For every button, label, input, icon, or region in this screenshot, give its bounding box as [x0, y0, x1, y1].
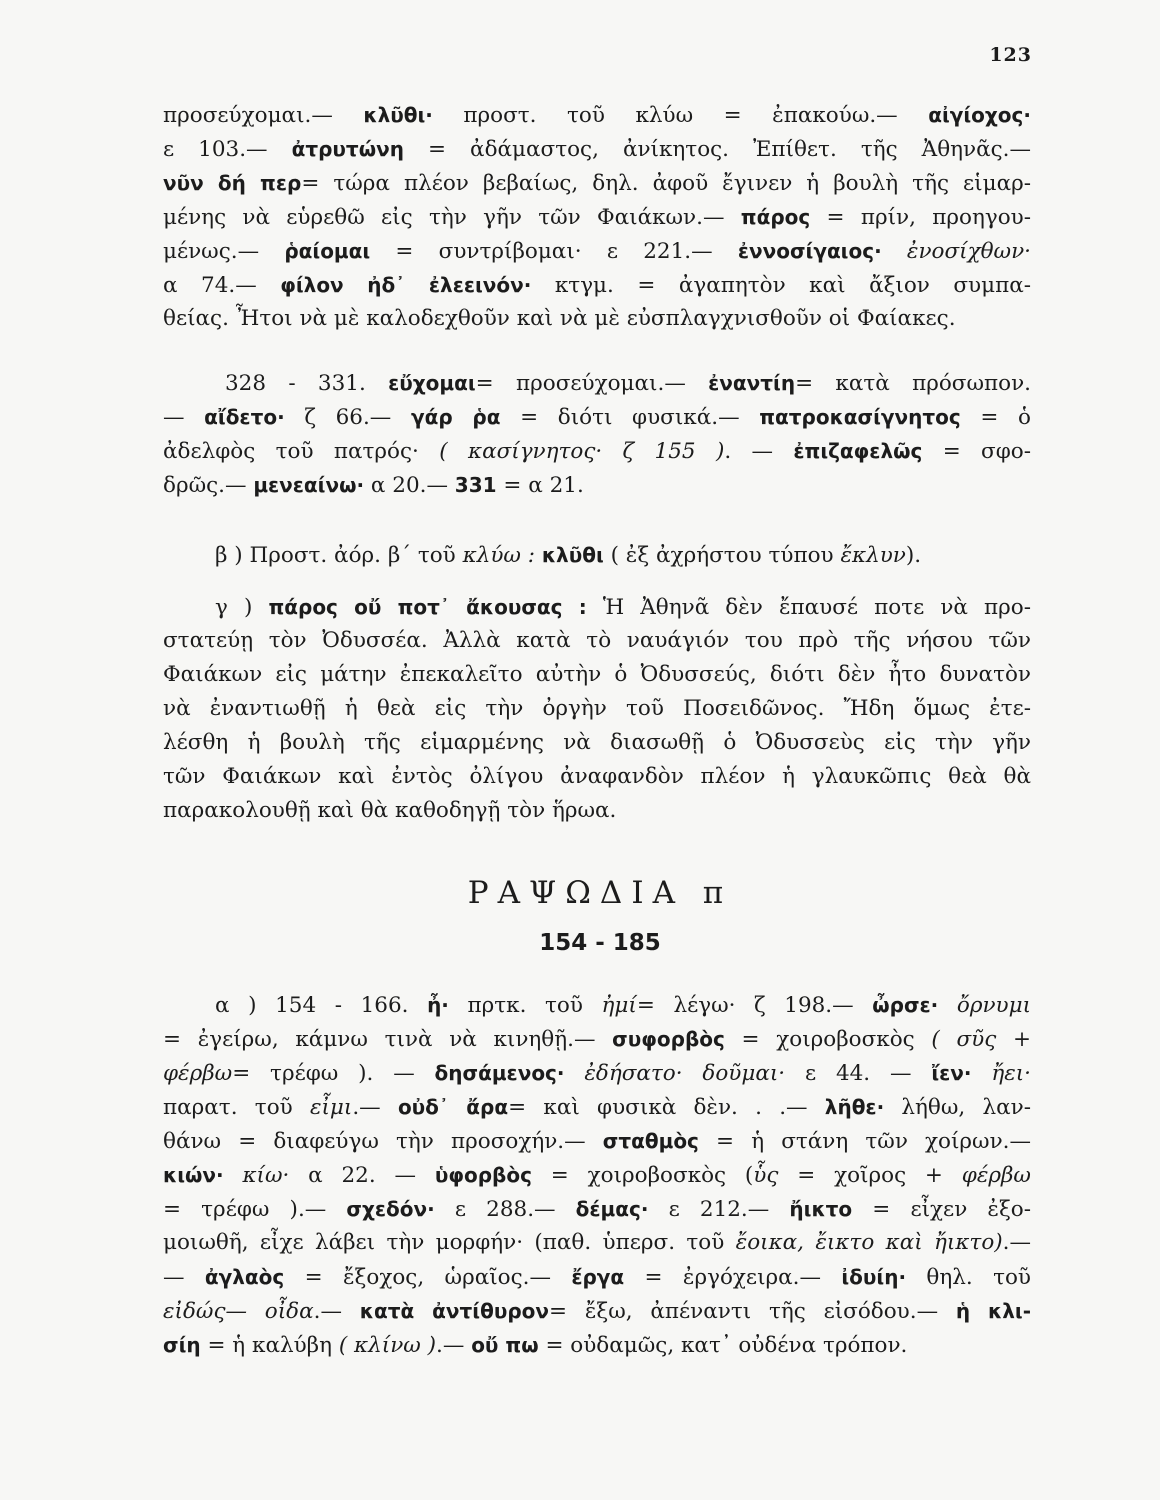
text-line: μένως.— ῥαίομαι = συντρίβομαι· ε 221.— ἐννοσίγαιος· ἐνοσίχθων·: [163, 239, 1031, 264]
text-line: σίη = ἡ καλύβη ( κλίνω ).— οὔ πω = οὐδαμῶς, κατ᾽ οὐδένα τρόπον.: [163, 1333, 908, 1358]
text-line: παρατ. τοῦ εἶμι.— οὐδ᾽ ἄρα= καὶ φυσικὰ δὲν. . .— λῆθε· λήθω, λαν-: [163, 1095, 1031, 1120]
text-line: εἰδώς— οἶδα.— κατὰ ἀντίθυρον= ἔξω, ἀπέναντι τῆς εἰσόδου.— ἡ κλι-: [163, 1299, 1032, 1324]
paragraph-3-line: β ) Προστ. ἀόρ. β΄ τοῦ κλύω : κλῦθι ( ἐξ ἀχρήστου τύπου ἔκλυν).: [215, 543, 922, 568]
text-line: Φαιάκων εἰς μάτην ἐπεκαλεῖτο αὐτὴν ὁ Ὀδυσσεύς, διότι δὲν ἦτο δυνατὸν: [163, 662, 1031, 687]
paragraph-4: [163, 590, 1031, 828]
text-line: = ἐγείρω, κάμνω τινὰ νὰ κινηθῇ.— συφορβὸς = χοιροβοσκὸς ( σῦς +: [163, 1027, 1031, 1052]
paragraph-3: [163, 538, 1031, 572]
text-line: φέρβω= τρέφω ). — δησάμενος· ἐδήσατο· δοῦμαι· ε 44. — ἴεν· ἤει·: [163, 1061, 1031, 1086]
text-line: μοιωθῆ, εἶχε λάβει τὴν μορφήν· (παθ. ὑπερσ. τοῦ ἔοικα, ἔικτο καὶ ἤικτο).—: [163, 1230, 1031, 1255]
text-line: γ ) πάρος οὔ ποτ᾽ ἄκουσας : Ἡ Ἀθηνᾶ δὲν ἔπαυσέ ποτε νὰ προ-: [215, 595, 1031, 620]
text-line: — ἀγλαὸς = ἔξοχος, ὡραῖος.— ἔργα = ἐργόχειρα.— ἰδυίη· θηλ. τοῦ: [163, 1265, 1031, 1290]
text-line: νῦν δή περ= τώρα πλέον βεβαίως, δηλ. ἀφοῦ ἔγινεν ἡ βουλὴ τῆς εἱμαρ-: [163, 171, 1031, 196]
text-line: ε 103.— ἀτρυτώνη = ἀδάμαστος, ἀνίκητος. Ἐπίθετ. τῆς Ἀθηνᾶς.—: [163, 137, 1031, 162]
text-line: ἀδελφὸς τοῦ πατρός· ( κασίγνητος· ζ 155 ). — ἐπιζαφελῶς = σφο-: [163, 439, 1031, 464]
text-line: τῶν Φαιάκων καὶ ἐντὸς ὀλίγου ἀναφανδὸν πλέον ἡ γλαυκῶπις θεὰ θὰ: [163, 764, 1031, 789]
rhapsody-title: ΡΑΨΩΔΙΑ π: [467, 875, 733, 911]
text-line: παρακολουθῇ καὶ θὰ καθοδηγῇ τὸν ἥρωα.: [163, 798, 617, 823]
text-line: νὰ ἐναντιωθῇ ἡ θεὰ εἰς τὴν ὀργὴν τοῦ Ποσειδῶνος. Ἤδη ὅμως ἐτε-: [163, 696, 1031, 721]
text-line: λέσθη ἡ βουλὴ τῆς εἱμαρμένης νὰ διασωθῇ ὁ Ὀδυσσεὺς εἰς τὴν γῆν: [163, 730, 1031, 755]
text-line: δρῶς.— μενεαίνω· α 20.— 331 = α 21.: [163, 473, 584, 498]
text-line: — αἴδετο· ζ 66.— γάρ ῥα = διότι φυσικά.— πατροκασίγνητος = ὁ: [163, 405, 1032, 430]
text-line: μένης νὰ εὑρεθῶ εἰς τὴν γῆν τῶν Φαιάκων.— πάρος = πρίν, προηγου-: [163, 205, 1031, 230]
text-line: στατεύῃ τὸν Ὀδυσσέα. Ἀλλὰ κατὰ τὸ ναυάγιόν του πρὸ τῆς νήσου τῶν: [163, 628, 1031, 653]
text-line: α ) 154 - 166. ἦ· πρτκ. τοῦ ἠμί= λέγω· ζ 198.— ὦρσε· ὄρνυμι: [215, 993, 1032, 1018]
text-line: θείας. Ἦτοι νὰ μὲ καλοδεχθοῦν καὶ νὰ μὲ εὐσπλαγχνισθοῦν οἱ Φαίακες.: [163, 306, 956, 331]
text-line: κιών· κίω· α 22. — ὑφορβὸς = χοιροβοσκὸς (ὗς = χοῖρος + φέρβω: [163, 1163, 1031, 1188]
text-line: 328 - 331. εὔχομαι= προσεύχομαι.— ἐναντίη= κατὰ πρόσωπον.: [225, 371, 1031, 396]
verse-range: 154 - 185: [539, 930, 661, 956]
page-number: 123: [989, 44, 1032, 66]
paragraph-1: [163, 98, 1031, 336]
paragraph-2: [163, 366, 1031, 502]
text-line: προσεύχομαι.— κλῦθι· προστ. τοῦ κλύω = ἐπακούω.— αἰγίοχος·: [163, 103, 1032, 128]
paragraph-5: [163, 988, 1031, 1362]
text-line: = τρέφω ).— σχεδόν· ε 288.— δέμας· ε 212.— ἤικτο = εἶχεν ἐξο-: [163, 1197, 1031, 1222]
text-line: α 74.— φίλον ἠδ᾽ ἐλεεινόν· κτγμ. = ἀγαπητὸν καὶ ἄξιον συμπα-: [163, 273, 1032, 298]
text-line: θάνω = διαφεύγω τὴν προσοχήν.— σταθμὸς = ἡ στάνη τῶν χοίρων.—: [163, 1129, 1031, 1154]
